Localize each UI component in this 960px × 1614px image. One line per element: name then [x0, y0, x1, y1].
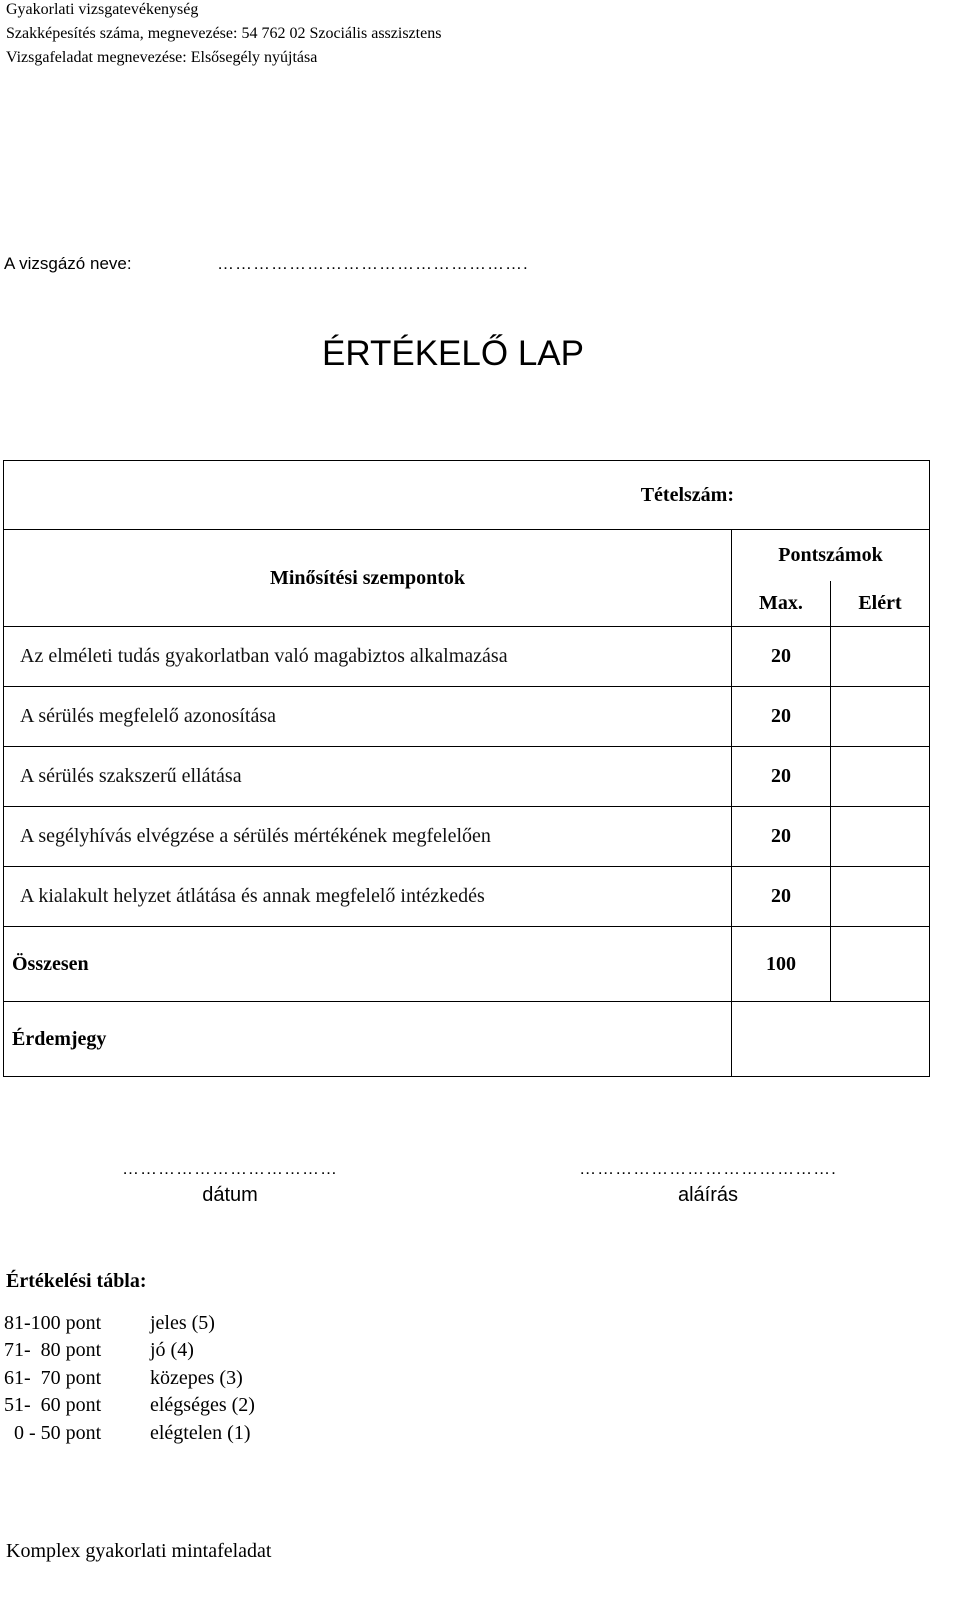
- scale-grade: közepes (3): [150, 1366, 243, 1389]
- max-points-cell: 20: [732, 747, 831, 807]
- achieved-points-cell[interactable]: [831, 627, 930, 687]
- max-points-cell: 20: [732, 867, 831, 927]
- table-row: [4, 807, 930, 867]
- achieved-points-cell[interactable]: [831, 807, 930, 867]
- table-row: [4, 687, 930, 747]
- max-points-cell: 20: [732, 627, 831, 687]
- scale-grade: elégtelen (1): [150, 1421, 251, 1444]
- achieved-points-cell[interactable]: [831, 867, 930, 927]
- signature-field[interactable]: …………………………………….: [579, 1159, 837, 1178]
- grade-label: Érdemjegy: [4, 1002, 732, 1077]
- table-header-row: [4, 530, 930, 582]
- list-item: [4, 1337, 255, 1364]
- grade-row: [4, 1002, 930, 1077]
- list-item: [4, 1365, 255, 1392]
- signature-block: [548, 1160, 868, 1207]
- achieved-points-cell[interactable]: [831, 687, 930, 747]
- candidate-name-label: A vizsgázó neve:: [4, 254, 132, 273]
- scale-range: 61- 70 pont: [4, 1366, 102, 1389]
- scale-range: 51- 60 pont: [4, 1394, 102, 1417]
- header-line-exam-activity: Gyakorlati vizsgatevékenység: [6, 1, 199, 18]
- criterion-cell: [4, 687, 732, 747]
- criterion-cell: [4, 807, 732, 867]
- table-row: [4, 747, 930, 807]
- list-item: [4, 1310, 255, 1337]
- header-line-qualification: Szakképesítés száma, megnevezése: 54 762 02 Szociális asszisztens: [6, 25, 442, 42]
- achieved-header: Elért: [831, 581, 930, 626]
- scale-range: 81-100 pont: [4, 1312, 102, 1334]
- scale-range: 0 - 50 pont: [4, 1421, 102, 1444]
- candidate-name-line: [4, 254, 529, 274]
- criterion-text: A sérülés megfelelő azonosítása: [20, 705, 277, 727]
- criteria-header: Minősítési szempontok: [4, 530, 732, 627]
- table-row: [4, 867, 930, 927]
- max-points-cell: 20: [732, 807, 831, 867]
- header-line-task: Vizsgafeladat megnevezése: Elsősegély nyújtása: [6, 49, 318, 66]
- criterion-text: A segélyhívás elvégzése a sérülés mértékének megfelelően: [20, 825, 491, 847]
- achieved-points-cell[interactable]: [831, 747, 930, 807]
- scale-range: 71- 80 pont: [4, 1339, 102, 1362]
- criterion-cell: [4, 747, 732, 807]
- scale-title: Értékelési tábla:: [6, 1270, 147, 1292]
- total-max-cell: 100: [732, 927, 831, 1002]
- total-row: [4, 927, 930, 1002]
- scale-grade: jeles (5): [150, 1312, 215, 1334]
- criterion-cell: [4, 627, 732, 687]
- scale-grade: elégséges (2): [150, 1394, 255, 1417]
- list-item: [4, 1392, 255, 1419]
- criterion-cell: [4, 867, 732, 927]
- max-header: Max.: [732, 581, 831, 626]
- date-signature-block: [70, 1160, 390, 1207]
- grade-cell[interactable]: [732, 1002, 930, 1077]
- date-label: dátum: [202, 1184, 258, 1206]
- criterion-text: A kialakult helyzet átlátása és annak megfelelő intézkedés: [20, 885, 485, 907]
- page-title: ÉRTÉKELŐ LAP: [322, 334, 584, 373]
- criterion-text: A sérülés szakszerű ellátása: [20, 765, 242, 787]
- list-item: [4, 1420, 255, 1447]
- footer-text: Komplex gyakorlati mintafeladat: [6, 1540, 272, 1562]
- candidate-name-field[interactable]: …………………………………………….: [217, 254, 529, 273]
- evaluation-table: [3, 460, 930, 1077]
- tetelszam-row: [4, 461, 930, 530]
- points-header: Pontszámok: [732, 530, 930, 582]
- table-row: [4, 627, 930, 687]
- total-label: Összesen: [4, 927, 732, 1002]
- max-points-cell: 20: [732, 687, 831, 747]
- criterion-text: Az elméleti tudás gyakorlatban való magabiztos alkalmazása: [20, 645, 508, 667]
- grading-scale: [4, 1310, 255, 1447]
- date-field[interactable]: ………………………………: [122, 1159, 338, 1178]
- tetelszam-label: Tételszám:: [4, 461, 930, 530]
- signature-label: aláírás: [677, 1184, 739, 1206]
- total-achieved-cell[interactable]: [831, 927, 930, 1002]
- scale-grade: jó (4): [150, 1339, 194, 1362]
